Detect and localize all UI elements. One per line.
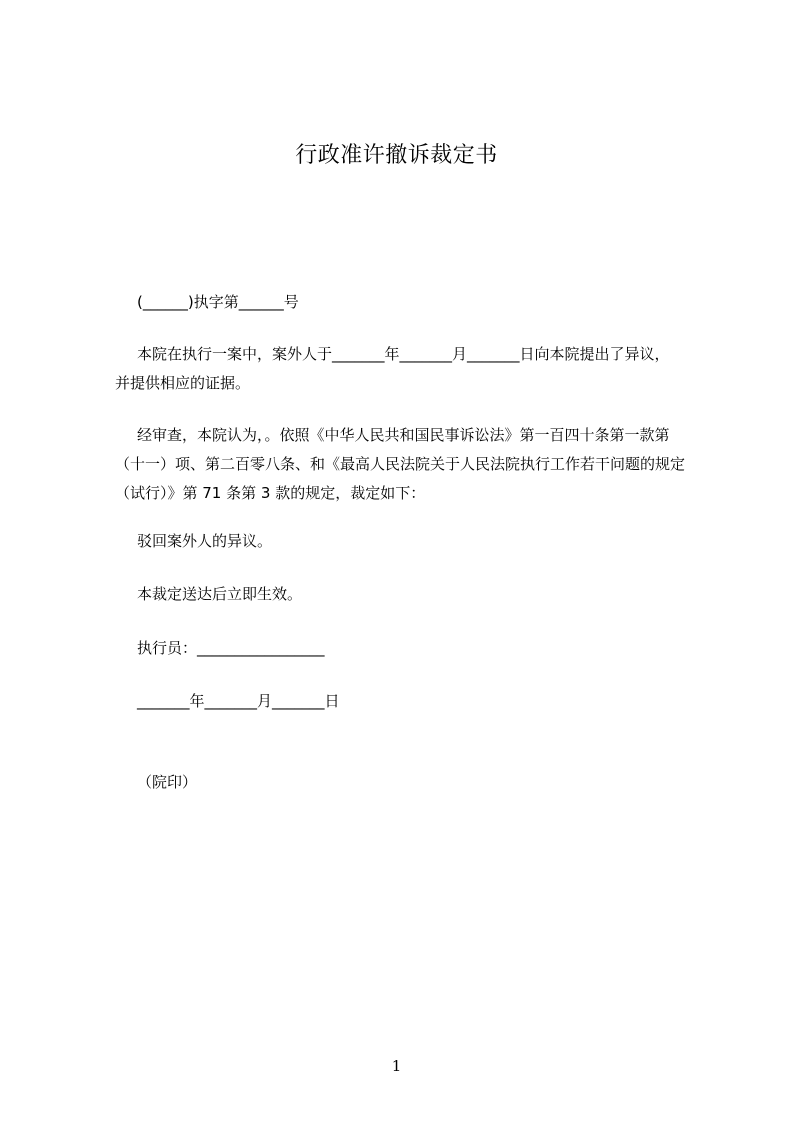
executor-signature-line: 执行员：_________________ — [137, 639, 325, 657]
paragraph-objection-line-2: 并提供相应的证据。 — [115, 374, 251, 392]
paragraph-review-line-1: 经审查，本院认为，。依照《中华人民共和国民事诉讼法》第一百四十条第一款第 — [137, 426, 670, 444]
document-title: 行政准许撤诉裁定书 — [295, 143, 498, 168]
effect-text: 本裁定送达后立即生效。 — [137, 585, 303, 603]
case-number-line: (______)执字第______号 — [137, 293, 299, 311]
page-number: 1 — [391, 1057, 402, 1075]
court-seal-label: （院印） — [137, 773, 198, 791]
paragraph-objection-line-1: 本院在执行一案中，案外人于_______年_______月_______日向本院提出了异议， — [137, 345, 670, 363]
ruling-text: 驳回案外人的异议。 — [137, 532, 273, 550]
date-line: _______年_______月_______日 — [137, 692, 340, 710]
paragraph-review-line-3: （试行）》第 71 条第 3 款的规定，裁定如下： — [115, 484, 426, 502]
paragraph-review-line-2: （十一）项、第二百零八条、和《最高人民法院关于人民法院执行工作若干问题的规定 — [115, 455, 686, 473]
